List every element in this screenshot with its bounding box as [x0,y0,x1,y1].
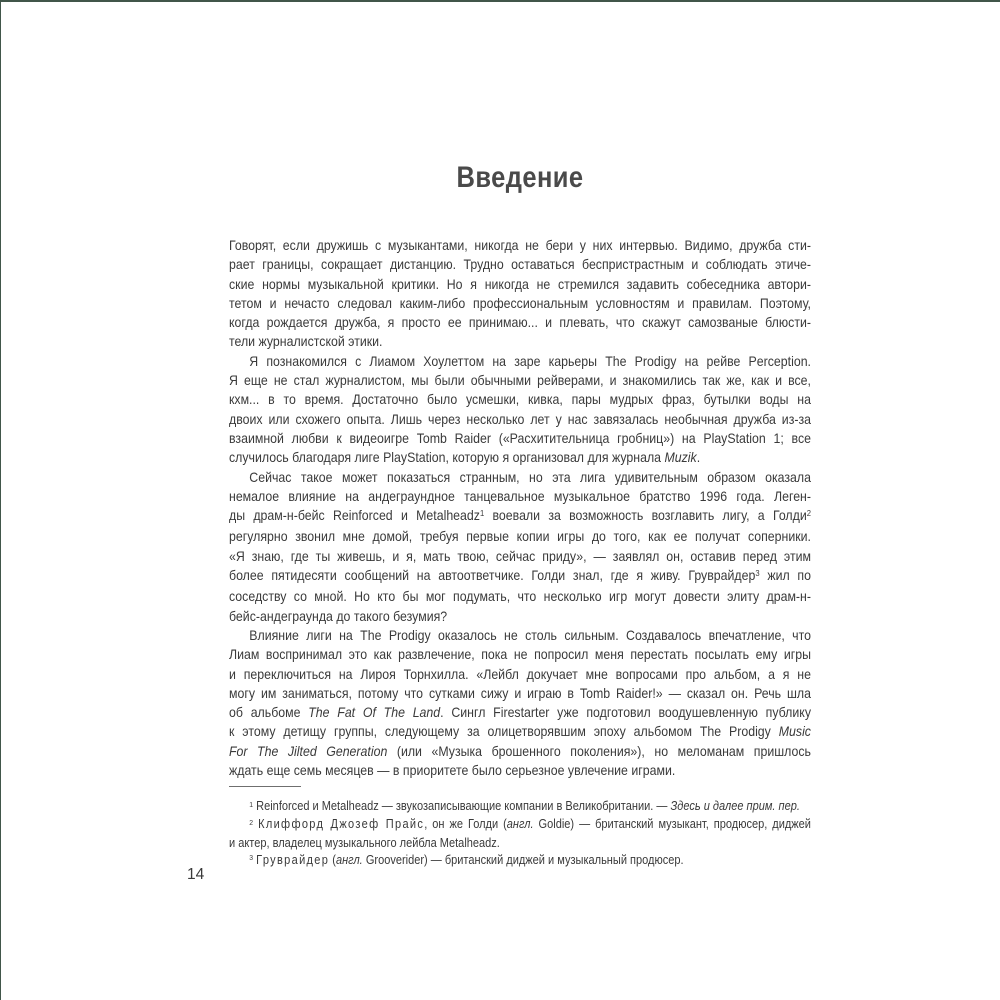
text-line [229,684,811,703]
text-segment: Music [778,723,811,740]
text-segment: ждать еще семь месяцев — в приоритете было серьезное увлечение играми. [229,762,676,779]
paragraph [229,626,811,780]
text-line [229,371,811,390]
text-segment: Reinforced и Metalheadz — звукозаписывающие компании в Великобритании. — [253,799,671,813]
text-line [229,294,811,313]
text-segment: кхм... в то время. Достаточно было усмешки, кивка, пары мудрых фраз, бутылки воды на [229,391,811,408]
text-segment: . [696,449,701,466]
text-segment: немалое влияние на андеграундное танцевальное музыкальное братство 1996 года. Леген- [229,487,811,504]
text-segment: регулярно звонил мне домой, требуя первые копии игры до того, как ее получат соперники. [229,528,811,545]
text-segment: и переключиться на Лироя Торнхилла. «Лейбл докучает мне вопросами про альбом, а я не [229,665,811,682]
text-segment: Goldie) — британский музыкант, продюсер, диджей [533,817,811,832]
text-line [229,429,811,448]
text-line [229,587,811,606]
text-segment: тели журналистской этики. [229,333,383,350]
text-segment: двоих или схожего опыта. Лишь через несколько лет у нас завязалась необычная дружба из-за [229,410,811,427]
text-line [229,665,811,684]
text-line [229,275,811,294]
text-line [229,506,811,527]
text-segment: Груврайдер [256,852,330,867]
text-segment: Говорят, если дружишь с музыкантами, никогда не бери у них интервью. Видимо, дружба сти- [229,237,811,253]
text-segment: тетом и нечасто следовал каким-либо профессиональным условностям и правилам. Поэтому, [229,294,811,311]
text-line [229,742,811,761]
text-line [229,626,811,645]
chapter-title: Введение [456,161,584,194]
page-number: 14 [187,866,205,883]
text-segment: более пятидесяти сообщений на автоответчике. Голди знал, где я живу. Груврайдер [229,567,756,584]
paragraph [229,352,811,468]
text-segment: Muzik [664,449,697,466]
text-segment: когда рождается дружба, я просто ее принимаю... и плевать, что скажут самозваные блюсти- [229,314,811,331]
text-line [229,835,811,852]
text-segment: жил по [759,567,811,584]
text-line [229,703,811,722]
text-segment: Клиффорд Джозеф Прайс [258,817,425,832]
text-segment: ды драм-н-бейс Reinforced и Metalheadz [229,507,480,524]
text-line [229,547,811,566]
text-line [229,410,811,429]
body-text [229,236,811,780]
text-line [229,722,811,741]
text-line [229,255,811,274]
text-segment: (или «Музыка брошенного поколения»), но меломанам пришлось [387,742,811,759]
text-segment: англ. [506,817,534,832]
text-segment: случилось благодаря лиге PlayStation, которую я организовал для журнала [229,449,665,466]
footnote-ref: 2 [806,508,811,519]
text-segment: могу им заниматься, потому что сутками сижу и играю в Tomb Raider!» — сказал он. Речь шла [229,684,811,701]
paragraph [229,798,811,816]
paragraph [229,852,811,870]
text-line [229,313,811,332]
text-line [229,852,811,870]
text-line [229,487,811,506]
text-line [229,645,811,664]
text-segment: Здесь и далее прим. пер. [670,799,800,813]
text-segment: соседству со мной. Но кто бы мог подумать, что несколько игр могут довести элиту драм-н- [229,588,811,605]
text-line [229,352,811,371]
footnote-ref: 2 [249,817,254,827]
text-line [229,448,811,467]
text-line [229,332,811,351]
footnotes [229,798,811,870]
footnote-ref: 3 [249,853,254,863]
footnote-separator [229,786,301,787]
text-segment: The Fat Of The Land [308,704,441,721]
text-segment: «Я знаю, где ты живешь, и я, мать твою, сейчас приду», — заявлял он, оставив перед этим [229,547,811,564]
text-line [229,761,811,780]
text-line [229,468,811,487]
text-segment: Grooverider) — британский диджей и музыкальный продюсер. [362,852,684,867]
text-segment: воевали за возможность возглавить лигу, а Голди [484,507,807,524]
paragraph [229,236,811,352]
text-segment: Я познакомился с Лиамом Хоулеттом на заре карьеры The Prodigy на рейве Perception. [249,352,811,369]
text-segment: For The Jilted Generation [229,742,388,759]
text-segment: , он же Голди ( [424,817,507,832]
text-segment: . Сингл Firestarter уже подготовил воодушевленную публику [440,704,811,721]
text-line [229,566,811,587]
footnote-ref: 3 [755,568,760,579]
paragraph [229,816,811,852]
text-line [229,798,811,816]
text-segment: к этому детищу группы, следующему за олицетворявшим эпоху альбомом The Prodigy [229,723,779,740]
footnote-ref: 1 [479,508,485,519]
text-segment: Я еще не стал журналистом, мы были обычными рейверами, и знакомились так же, как и все, [229,372,811,389]
text-segment: об альбоме [229,704,309,721]
text-segment: и актер, владелец музыкального лейбла Metalheadz. [229,835,500,850]
text-segment: бейс-андеграунда до такого безумия? [229,607,448,624]
text-segment: Сейчас такое может показаться странным, но эта лига удивительным образом оказала [249,468,811,485]
text-line [229,236,811,255]
text-line [229,816,811,834]
text-segment: Влияние лиги на The Prodigy оказалось не столь сильным. Создавалось впечатление, что [249,626,811,643]
text-segment: англ. [335,852,363,867]
text-segment: Лиам воспринимал это как развлечение, пока не попросил меня перестать посылать ему игры [229,646,811,663]
text-line [229,527,811,546]
footnote-ref: 1 [249,799,254,809]
text-segment: ские нормы музыкальной критики. Но я никогда не стремился задавить собеседника автори- [229,275,811,292]
text-segment: рает границы, сокращает дистанцию. Трудно оставаться беспристрастным и соблюдать этиче- [229,256,811,273]
text-segment: взаимной любви к видеоигре Tomb Raider («Расхитительница гробниц») на PlayStation 1; все [229,429,811,446]
text-line [229,390,811,409]
text-segment: ( [329,852,336,867]
text-line [229,607,811,626]
paragraph [229,468,811,626]
